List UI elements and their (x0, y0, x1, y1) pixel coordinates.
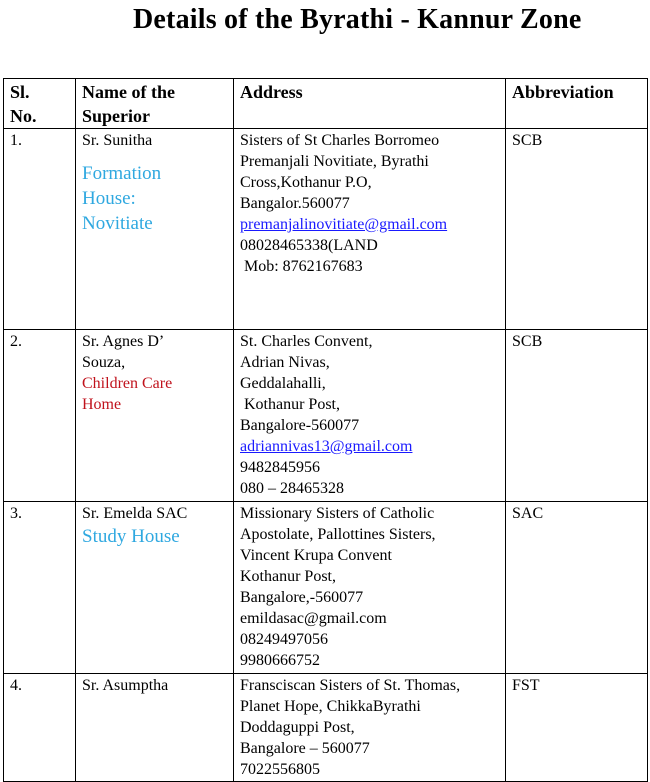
table-row (4, 129, 648, 330)
phone-line: 08249497056 (240, 631, 328, 648)
cell-superior (76, 674, 234, 782)
header-address: Address (234, 79, 506, 129)
cell-abbreviation: SCB (506, 129, 648, 330)
address-line: Bangalore-560077 (240, 417, 360, 434)
address-line: Sisters of St Charles Borromeo (240, 132, 440, 149)
address-line: Doddaguppi Post, (240, 719, 355, 736)
cell-address (234, 502, 506, 674)
cell-address (234, 674, 506, 782)
cell-sl: 1. (4, 129, 76, 330)
cell-superior (76, 502, 234, 674)
address-line: Fransciscan Sisters of St. Thomas, (240, 677, 461, 694)
address-line: Bangalor.560077 (240, 195, 350, 212)
cell-abbreviation: SAC (506, 502, 648, 674)
cell-abbreviation: SCB (506, 330, 648, 502)
address-line: Kothanur Post, (240, 396, 340, 413)
cell-abbreviation: FST (506, 674, 648, 782)
address-line: Bangalore,-560077 (240, 589, 364, 606)
header-sl-no (4, 79, 76, 129)
address-line: Adrian Nivas, (240, 354, 330, 371)
phone-line: 7022556805 (240, 761, 320, 778)
house-type-label: Home (82, 396, 122, 413)
email-link[interactable]: adriannivas13@gmail.com (240, 438, 413, 455)
superior-name-cont: Souza, (82, 354, 126, 371)
cell-sl: 2. (4, 330, 76, 502)
phone-line: Mob: 8762167683 (240, 258, 363, 275)
table-row (4, 674, 648, 782)
house-type-label: Novitiate (82, 213, 153, 234)
superior-name: Sr. Emelda SAC (82, 505, 188, 522)
header-label (10, 80, 71, 128)
superior-name: Sr. Agnes D’ (82, 333, 165, 350)
header-abbreviation: Abbreviation (506, 79, 648, 129)
zone-details-table (3, 78, 648, 782)
page-title: Details of the Byrathi - Kannur Zone (133, 4, 582, 35)
header-label (82, 80, 229, 128)
email-text: emildasac@gmail.com (240, 610, 387, 627)
phone-line: 9980666752 (240, 652, 320, 669)
header-superior (76, 79, 234, 129)
email-link[interactable]: premanjalinovitiate@gmail.com (240, 216, 448, 233)
address-line: Planet Hope, ChikkaByrathi (240, 698, 421, 715)
cell-address (234, 330, 506, 502)
superior-name: Sr. Sunitha (82, 132, 153, 149)
superior-name: Sr. Asumptha (82, 677, 169, 694)
house-type-label: Study House (82, 526, 180, 547)
house-type-label: Formation (82, 163, 162, 184)
header-label-line: Name of the (82, 82, 175, 102)
table-header-row (4, 79, 648, 129)
header-label-line: Sl. (10, 82, 30, 102)
cell-address (234, 129, 506, 330)
header-label-line: No. (10, 106, 37, 126)
house-type-label: House: (82, 188, 136, 209)
phone-line: 08028465338(LAND (240, 237, 378, 254)
phone-line: 9482845956 (240, 459, 320, 476)
address-line: Bangalore – 560077 (240, 740, 370, 757)
cell-superior (76, 330, 234, 502)
address-line: St. Charles Convent, (240, 333, 373, 350)
phone-line: 080 – 28465328 (240, 480, 344, 497)
address-line: Apostolate, Pallottines Sisters, (240, 526, 436, 543)
address-line: Premanjali Novitiate, Byrathi (240, 153, 429, 170)
cell-sl: 4. (4, 674, 76, 782)
table-row (4, 330, 648, 502)
cell-sl: 3. (4, 502, 76, 674)
address-line: Geddalahalli, (240, 375, 326, 392)
address-line: Kothanur Post, (240, 568, 336, 585)
cell-superior (76, 129, 234, 330)
address-line: Missionary Sisters of Catholic (240, 505, 435, 522)
table-row (4, 502, 648, 674)
house-type-label: Children Care (82, 375, 173, 392)
header-label-line: Superior (82, 106, 151, 126)
address-line: Cross,Kothanur P.O, (240, 174, 372, 191)
address-line: Vincent Krupa Convent (240, 547, 392, 564)
